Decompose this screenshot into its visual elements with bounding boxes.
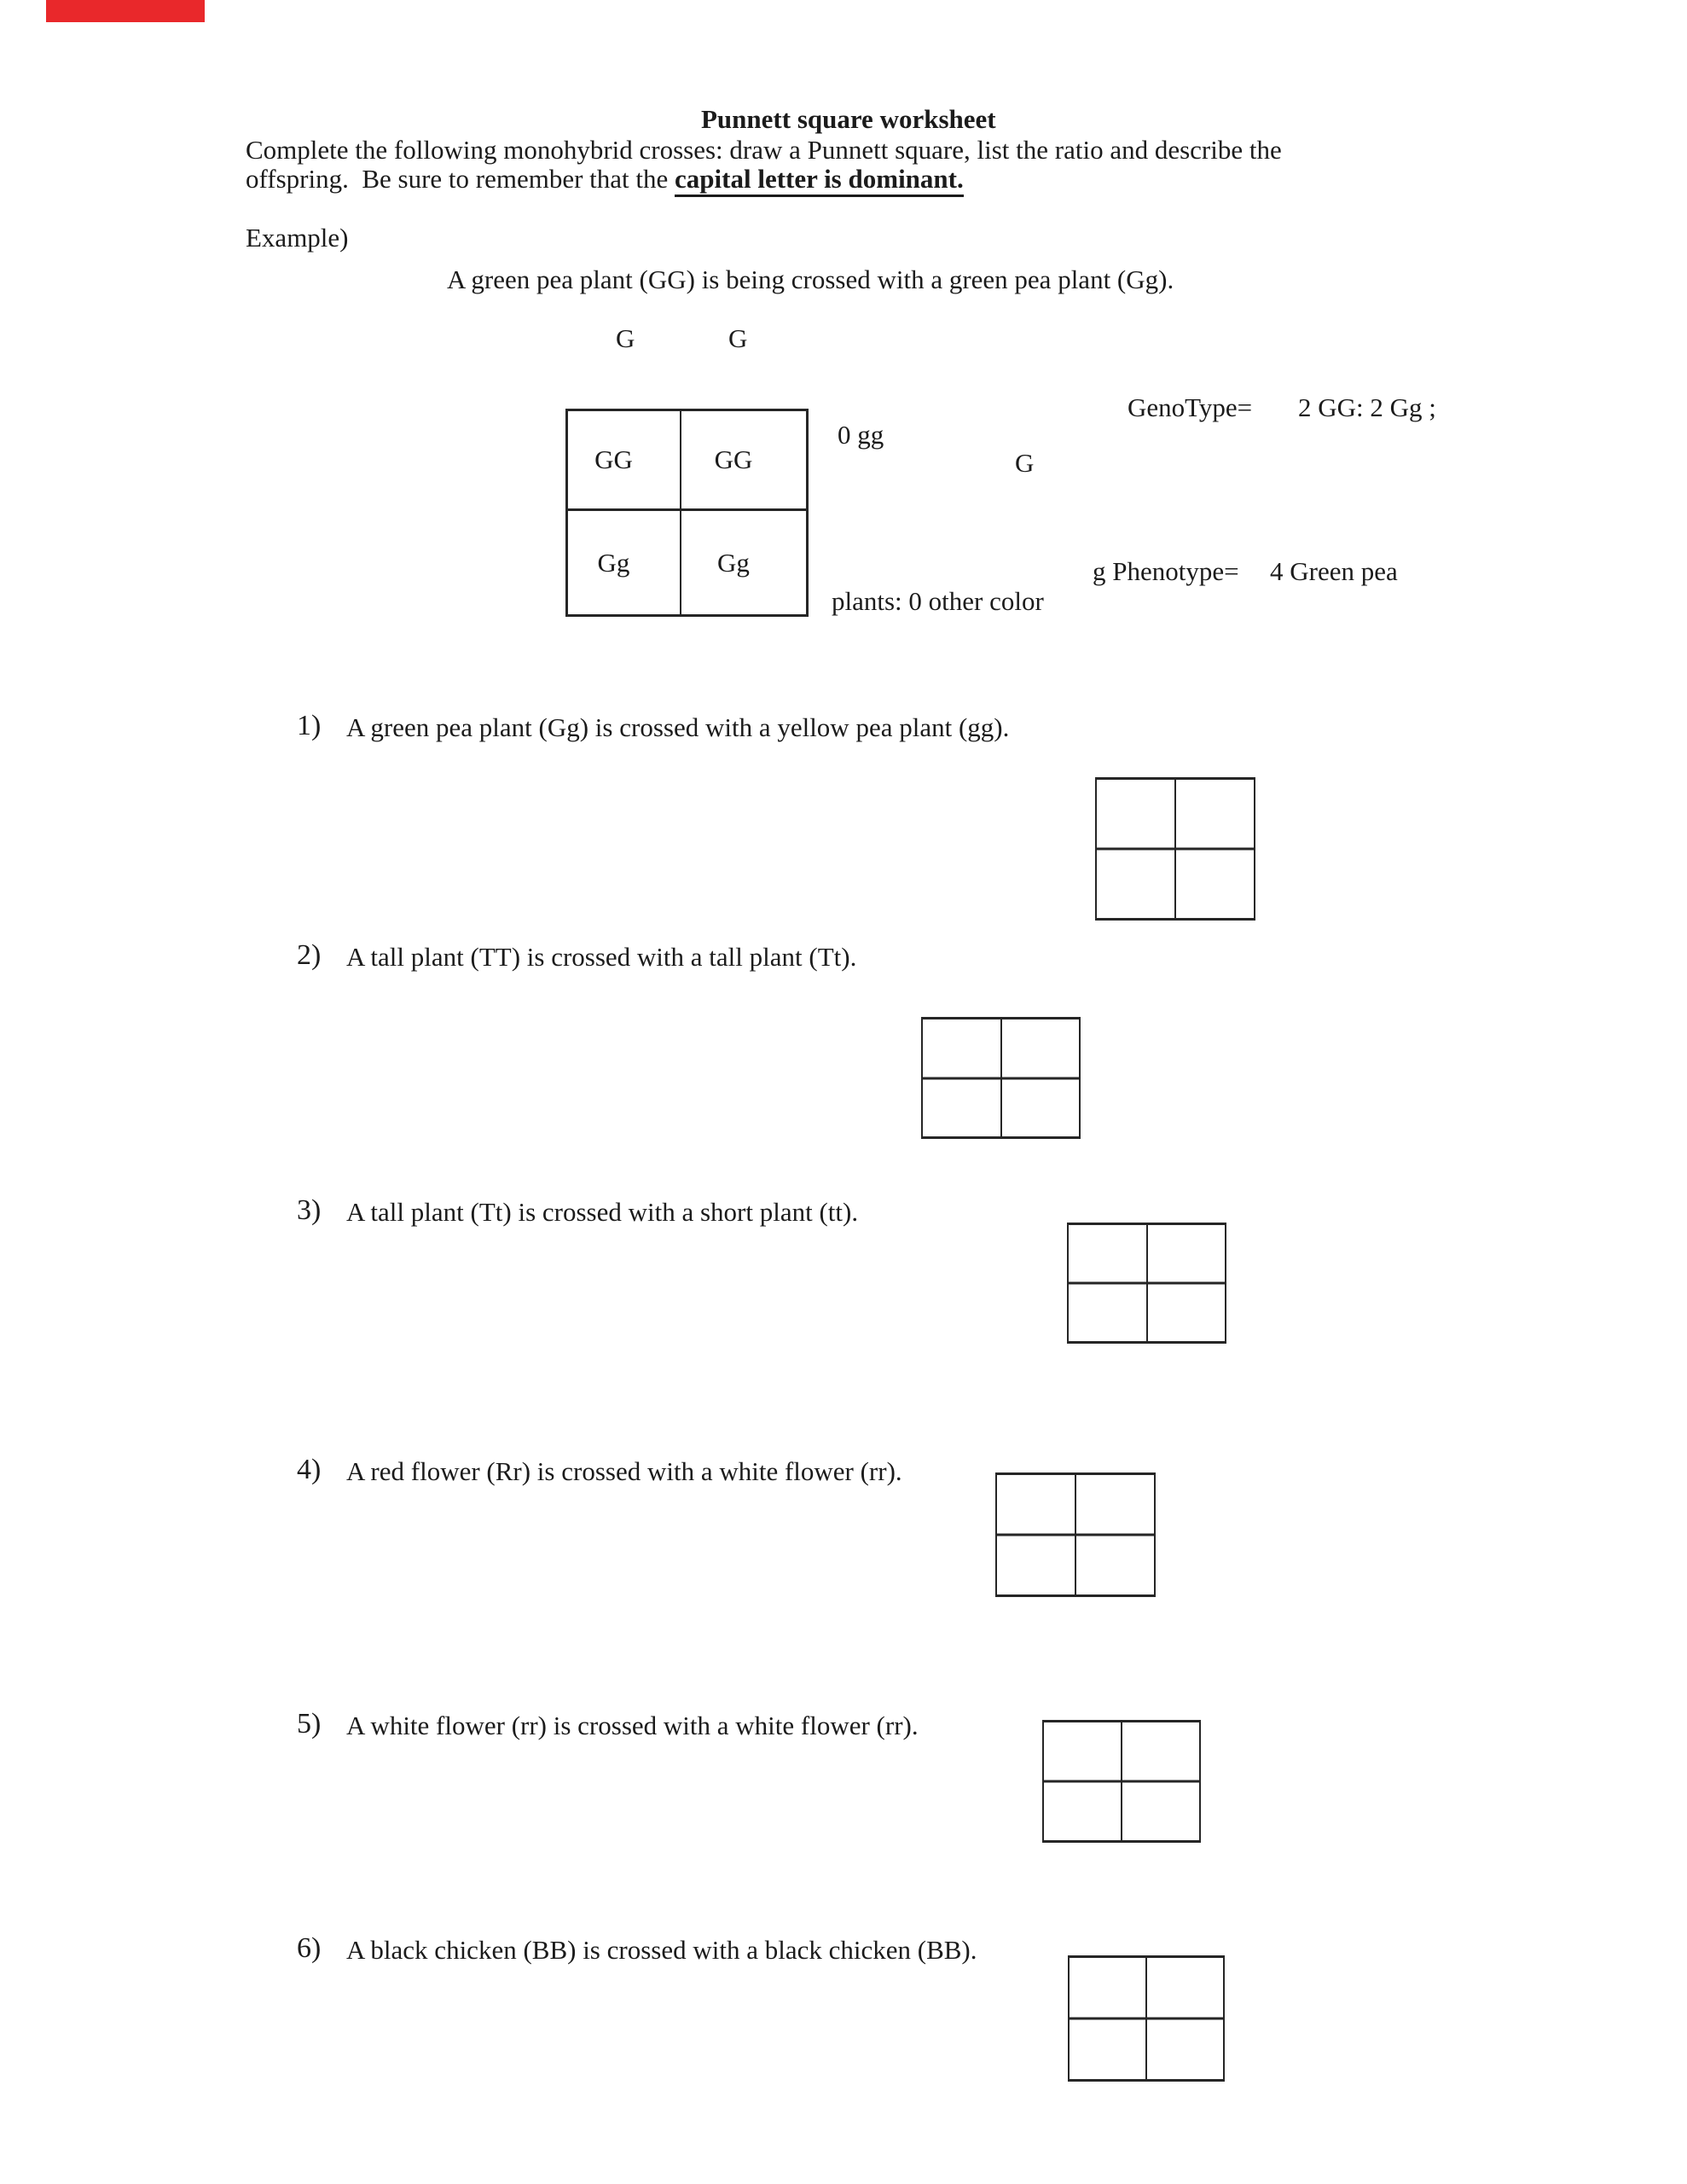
example-column-header-1: G: [616, 323, 635, 353]
example-cell-1: GG: [568, 411, 681, 511]
question-6-number: 6): [297, 1932, 322, 1964]
question-5-number: 5): [297, 1708, 322, 1740]
square-divider-horizontal: [1070, 2018, 1223, 2020]
question-6-answer-square: [1068, 1955, 1225, 2082]
question-1-number: 1): [297, 710, 322, 741]
page-title: Punnett square worksheet: [701, 104, 996, 134]
phenotype-label: g Phenotype=: [1093, 556, 1239, 586]
question-3-answer-square: [1067, 1223, 1226, 1344]
question-2-text: A tall plant (TT) is crossed with a tall plant (Tt).: [346, 942, 857, 972]
question-1-text: A green pea plant (Gg) is crossed with a yellow pea plant (gg).: [346, 712, 1010, 742]
example-cell-3: Gg: [568, 511, 681, 614]
question-4-number: 4): [297, 1454, 322, 1485]
intro-line-2-prefix: offspring. Be sure to remember that the: [246, 164, 675, 194]
red-corner-marker: [46, 0, 205, 22]
example-cell-2: GG: [681, 411, 806, 511]
square-divider-horizontal: [1069, 1282, 1225, 1285]
example-column-header-2: G: [728, 323, 748, 353]
intro-line-2-emphasis: capital letter is dominant.: [675, 164, 964, 197]
note-zero-gg: 0 gg: [838, 420, 884, 450]
question-6-text: A black chicken (BB) is crossed with a black chicken (BB).: [346, 1935, 977, 1965]
intro-line-2: [246, 163, 964, 195]
question-5-answer-square: [1042, 1720, 1201, 1843]
square-divider-horizontal: [1097, 848, 1254, 851]
question-3-number: 3): [297, 1194, 322, 1226]
genotype-label: GenoType=: [1128, 392, 1253, 422]
square-divider-horizontal: [923, 1077, 1079, 1079]
example-cell-4: Gg: [717, 547, 750, 578]
square-divider-horizontal: [997, 1534, 1154, 1536]
question-2-answer-square: [921, 1017, 1081, 1139]
example-punnett-square: [565, 409, 809, 617]
question-5-text: A white flower (rr) is crossed with a white flower (rr).: [346, 1711, 919, 1740]
square-divider-horizontal: [1044, 1780, 1199, 1783]
example-row-header-right: G: [1015, 448, 1035, 478]
question-3-text: A tall plant (Tt) is crossed with a short plant (tt).: [346, 1197, 859, 1227]
genotype-value: 2 GG: 2 Gg ;: [1298, 392, 1436, 422]
note-plants: plants: 0 other color: [832, 586, 1044, 616]
phenotype-value: 4 Green pea: [1270, 556, 1398, 586]
question-4-text: A red flower (Rr) is crossed with a white flower (rr).: [346, 1456, 902, 1486]
question-4-answer-square: [995, 1472, 1156, 1597]
example-label: Example): [246, 223, 349, 253]
example-description: A green pea plant (GG) is being crossed with a green pea plant (Gg).: [447, 264, 1174, 294]
intro-line-1: Complete the following monohybrid crosses: draw a Punnett square, list the ratio and describe the: [246, 135, 1282, 165]
question-2-number: 2): [297, 939, 322, 971]
question-1-answer-square: [1095, 777, 1255, 921]
